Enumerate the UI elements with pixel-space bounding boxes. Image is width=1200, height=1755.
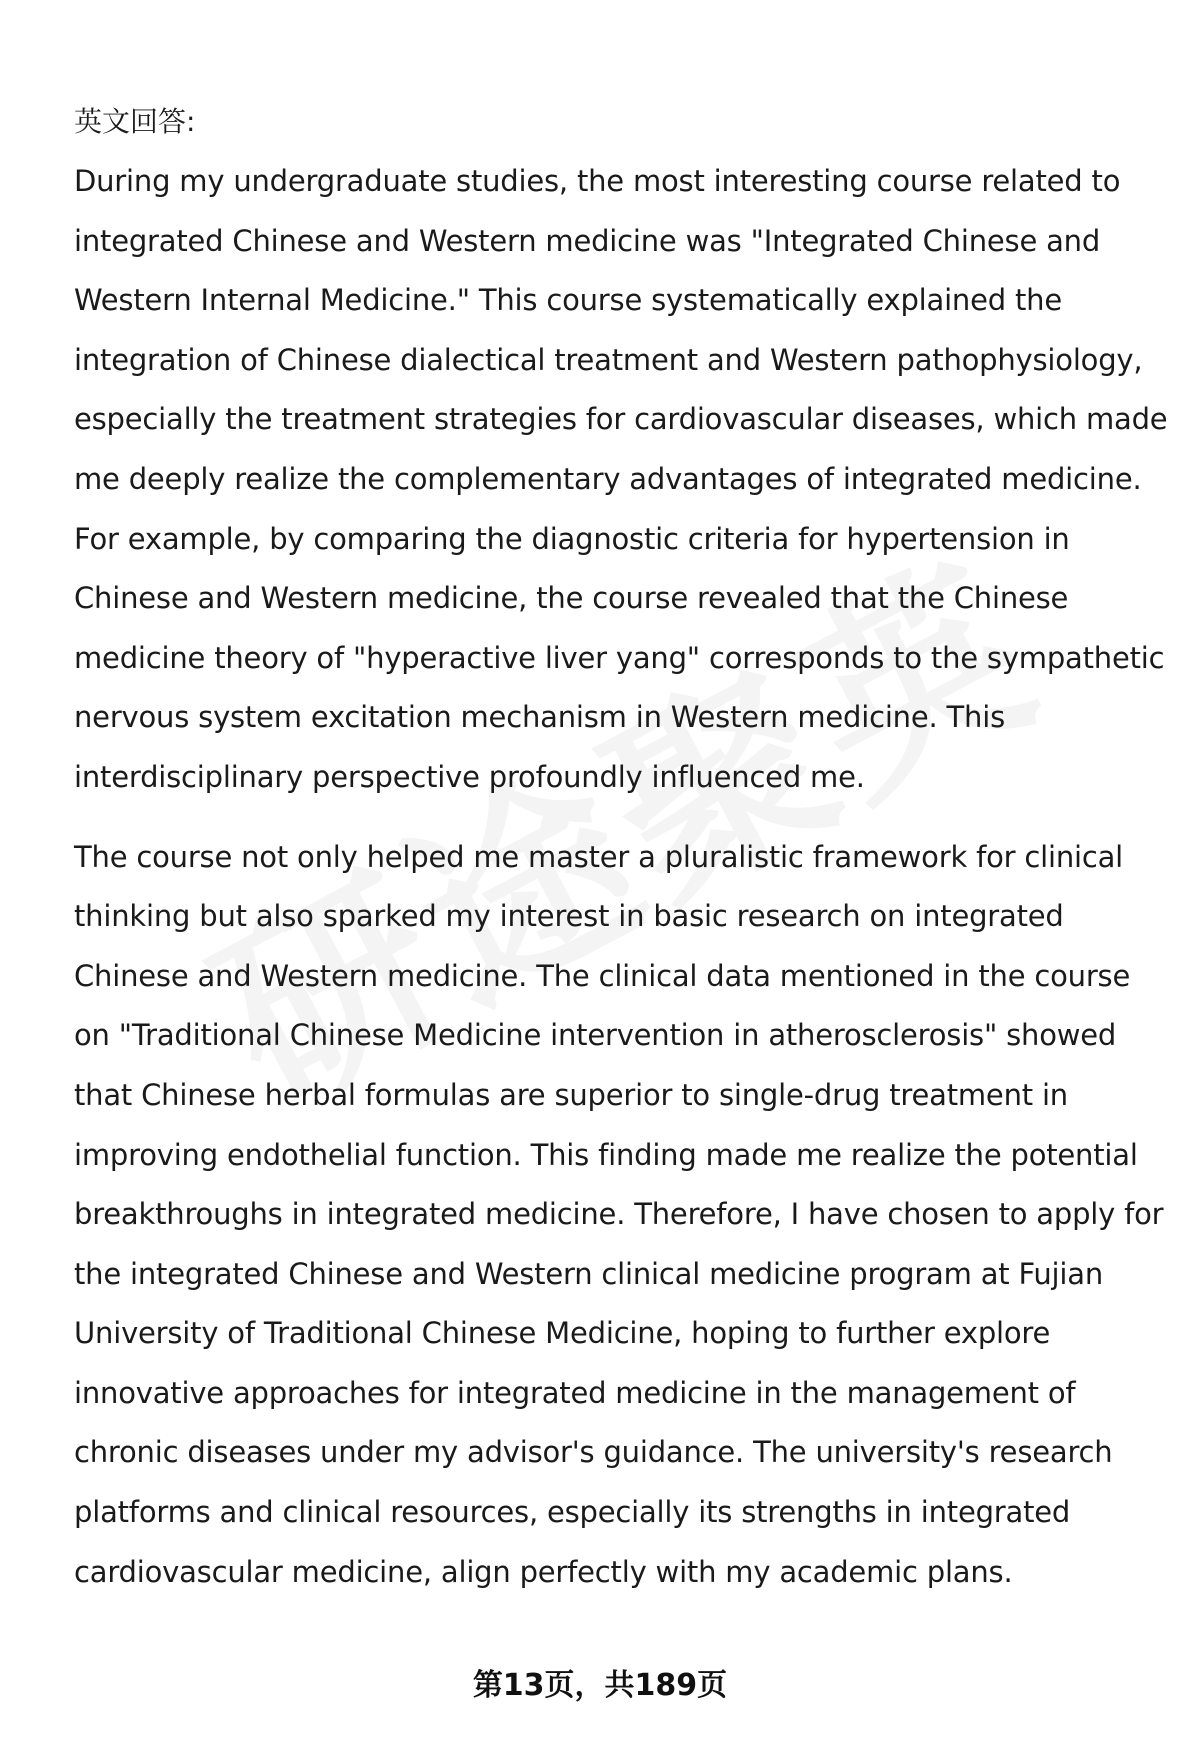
- text-line: on "Traditional Chinese Medicine intervention in atherosclerosis" showed: [74, 1018, 1117, 1053]
- text-line: interdisciplinary perspective profoundly influenced me.: [74, 759, 865, 794]
- text-line: The course not only helped me master a pluralistic framework for clinical: [74, 839, 1124, 874]
- text-line: me deeply realize the complementary advantages of integrated medicine.: [74, 461, 1142, 496]
- text-line: especially the treatment strategies for cardiovascular diseases, which made: [74, 402, 1168, 437]
- text-line: cardiovascular medicine, align perfectly with my academic plans.: [74, 1554, 1013, 1589]
- text-line: innovative approaches for integrated medicine in the management of: [74, 1375, 1076, 1410]
- text-line: Chinese and Western medicine, the course revealed that the Chinese: [74, 581, 1069, 616]
- text-line: improving endothelial function. This finding made me realize the potential: [74, 1137, 1138, 1172]
- text-line: nervous system excitation mechanism in Western medicine. This: [74, 700, 1005, 735]
- text-line: platforms and clinical resources, especially its strengths in integrated: [74, 1495, 1071, 1530]
- text-line: thinking but also sparked my interest in basic research on integrated: [74, 899, 1064, 934]
- section-heading: 英文回答:: [74, 105, 196, 138]
- text-line: integrated Chinese and Western medicine was "Integrated Chinese and: [74, 223, 1101, 258]
- text-line: Chinese and Western medicine. The clinical data mentioned in the course: [74, 958, 1131, 993]
- text-line: medicine theory of "hyperactive liver yang" corresponds to the sympathetic: [74, 640, 1165, 675]
- text-line: chronic diseases under my advisor's guidance. The university's research: [74, 1435, 1113, 1470]
- text-line: Western Internal Medicine." This course systematically explained the: [74, 283, 1062, 318]
- text-line: For example, by comparing the diagnostic criteria for hypertension in: [74, 521, 1070, 556]
- text-line: that Chinese herbal formulas are superior to single-drug treatment in: [74, 1077, 1068, 1112]
- page-number: 第13页，共189页: [472, 1668, 728, 1703]
- paragraph-1: [74, 152, 1168, 808]
- text-line: During my undergraduate studies, the most interesting course related to: [74, 164, 1121, 198]
- text-line: University of Traditional Chinese Medicine, hoping to further explore: [74, 1316, 1051, 1351]
- text-line: integration of Chinese dialectical treatment and Western pathophysiology,: [74, 342, 1143, 377]
- document-body: [74, 92, 1168, 1602]
- paragraph-2: [74, 828, 1164, 1603]
- text-line: the integrated Chinese and Western clinical medicine program at Fujian: [74, 1256, 1103, 1291]
- text-line: breakthroughs in integrated medicine. Therefore, I have chosen to apply for: [74, 1197, 1164, 1232]
